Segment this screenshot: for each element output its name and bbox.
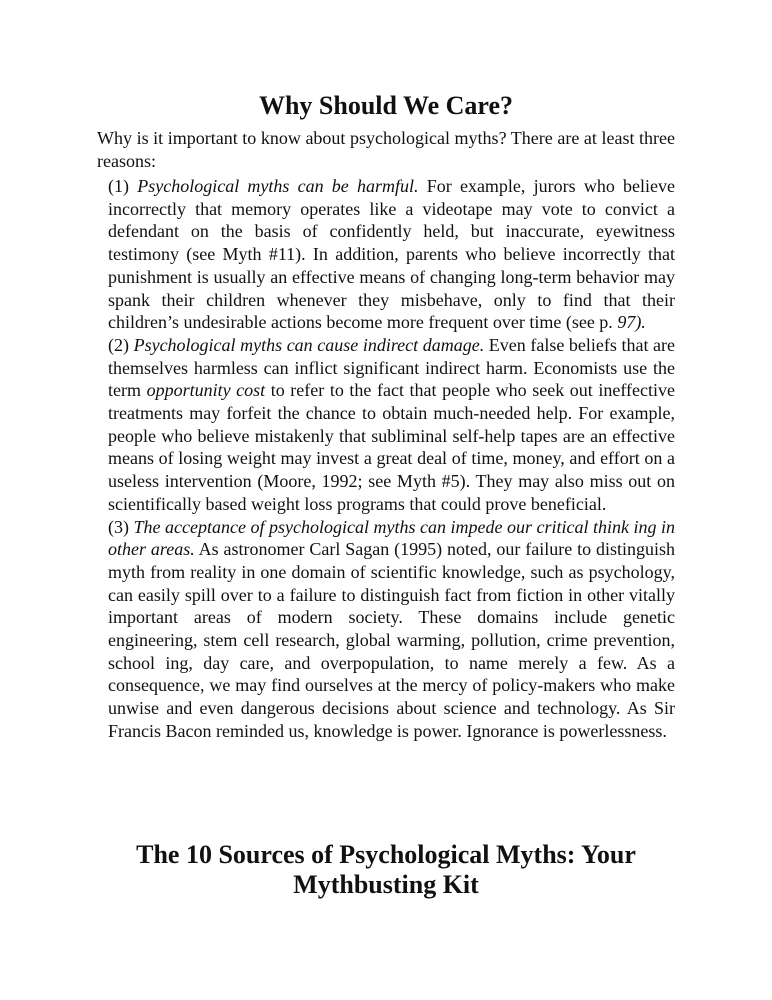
section-title-why-care: Why Should We Care? — [258, 91, 514, 120]
reason-body-continued: to refer to the fact that people who seek out ineffective treatments may forfeit the chance to obtain much-needed help. For example, people who believe mistakenly that subliminal self-help tapes are an effective means of losing weight may invest a great deal of time, money, and effort on a useless intervention (Moore, 1992; see Myth #5). They may also miss out on scientifically based weight loss programs that could prove beneficial. — [108, 380, 675, 514]
reason-heading: The acceptance of psychological myths can impede our critical think ing in other areas. — [108, 516, 676, 560]
section-title-line: The 10 Sources of Psychological Myths: Your — [136, 840, 636, 869]
reason-number: (1) — [108, 176, 129, 196]
reasons-list — [108, 175, 675, 743]
reason-item-2 — [108, 334, 675, 516]
reason-heading: Psychological myths can be harmful. — [137, 176, 419, 196]
reason-term: opportunity cost — [146, 380, 266, 401]
reason-item-1 — [108, 175, 675, 334]
reason-number: (3) — [108, 516, 129, 537]
reason-body: Even false beliefs that are themselves harmless can inflict significant indirect harm. Economists use the term — [108, 334, 676, 401]
reason-body: For example, jurors who believe incorrectly that memory operates like a videotape may vote to convict a defendant on the basis of confidently held, but inaccurate, eyewitness testimony (see Myth #11). In addition, parents who believe incorrectly that punishment is usually an effective means of changing long-term behavior may spank their children whenever they misbehave, only to find that their children’s undesirable actions become more frequent over time (see p. — [108, 176, 676, 333]
section-title-line: Mythbusting Kit — [293, 870, 479, 899]
reason-body: As astronomer Carl Sagan (1995) noted, our failure to distinguish myth from reality in one domain of scientific knowledge, such as psychology, can easily spill over to a failure to distinguish fact from fiction in other vitally important areas of modern society. These domains include genetic engineering, stem cell research, global warming, pollution, crime prevention, school ing, day care, and overpopulation, to name merely a few. As a consequence, we may find ourselves at the mercy of policy-makers who make unwise and even dangerous decisions about science and technology. As Sir Francis Bacon reminded us, knowledge is power. Ignorance is powerlessness. — [108, 539, 676, 741]
reason-number: (2) — [108, 334, 129, 355]
reason-page-ref: 97). — [617, 312, 646, 333]
intro-paragraph: Why is it important to know about psychological myths? There are at least three reasons: — [97, 128, 675, 171]
section-title-sources — [0, 840, 772, 900]
reason-item-3 — [108, 516, 675, 743]
reason-heading: Psychological myths can cause indirect damage. — [133, 334, 485, 355]
